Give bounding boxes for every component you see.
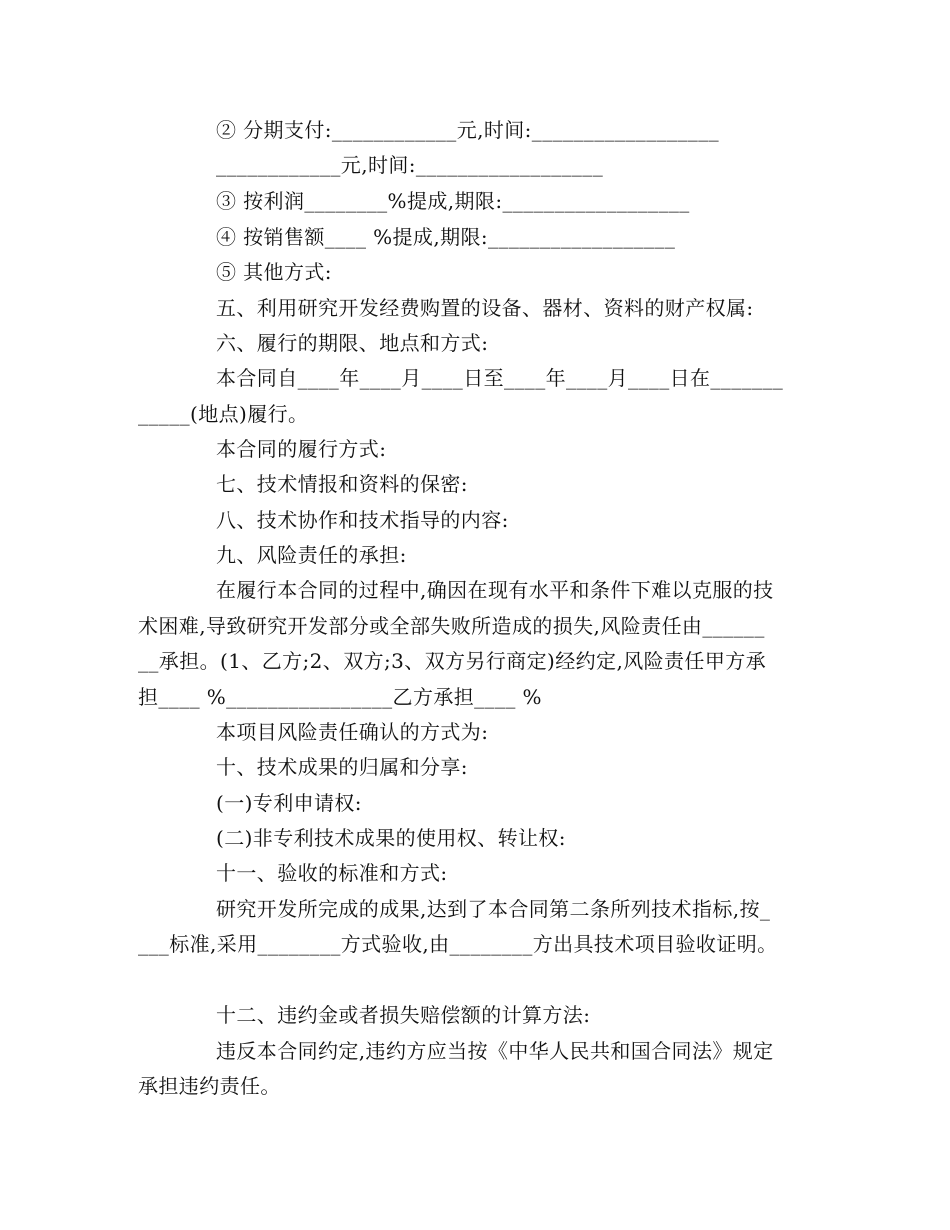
text-line: 本合同自____年____月____日至____年____月____日在_______ — [216, 366, 784, 390]
text-line: ____________元,时间:__________________ — [216, 153, 604, 177]
section-heading: 八、技术协作和技术指导的内容: — [216, 508, 509, 532]
text-line: 在履行本合同的过程中,确因在现有水平和条件下难以克服的技 — [216, 578, 774, 602]
text-line: 担____ %________________乙方承担____ % — [138, 685, 542, 709]
text-line: __承担。(1、乙方;2、双方;3、双方另行商定)经约定,风险责任甲方承 — [138, 649, 767, 673]
text-line: ② 分期支付:____________元,时间:__________________ — [216, 118, 719, 142]
section-heading: 六、履行的期限、地点和方式: — [216, 331, 489, 355]
text-line: 承担违约责任。 — [138, 1074, 281, 1098]
text-line: 违反本合同约定,违约方应当按《中华人民共和国合同法》规定 — [216, 1039, 774, 1063]
text-line: ___标准,采用________方式验收,由________方出具技术项目验收证明。 — [138, 932, 778, 956]
text-line: 本项目风险责任确认的方式为: — [216, 720, 489, 744]
text-line: 术困难,导致研究开发部分或全部失败所造成的损失,风险责任由______ — [138, 614, 765, 638]
text-line: ⑤ 其他方式: — [216, 260, 332, 284]
text-line: ④ 按销售额____ %提成,期限:__________________ — [216, 225, 676, 249]
section-heading: 十一、验收的标准和方式: — [216, 861, 448, 885]
section-heading: 十二、违约金或者损失赔偿额的计算方法: — [216, 1003, 591, 1027]
text-line: 本合同的履行方式: — [216, 437, 387, 461]
text-line: 研究开发所完成的成果,达到了本合同第二条所列技术指标,按_ — [216, 897, 771, 921]
section-heading: 七、技术情报和资料的保密: — [216, 472, 468, 496]
section-heading: 九、风险责任的承担: — [216, 543, 407, 567]
text-line: ③ 按利润________%提成,期限:__________________ — [216, 189, 690, 213]
text-line: _____(地点)履行。 — [138, 402, 309, 426]
text-line: (一)专利申请权: — [216, 791, 362, 815]
section-heading: 五、利用研究开发经费购置的设备、器材、资料的财产权属: — [216, 296, 754, 320]
text-line: (二)非专利技术成果的使用权、转让权: — [216, 826, 566, 850]
section-heading: 十、技术成果的归属和分享: — [216, 755, 468, 779]
